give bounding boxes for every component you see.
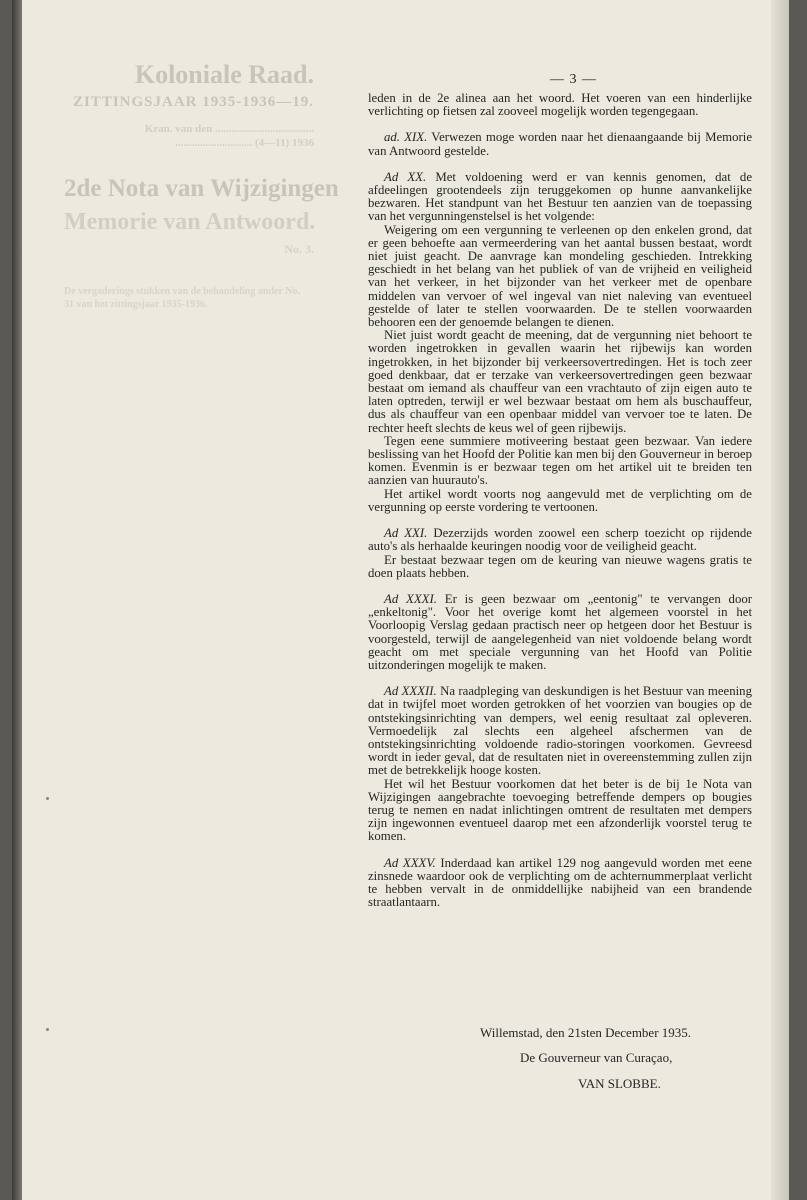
bleed-heading: Koloniale Raad.: [134, 60, 314, 89]
paragraph: [368, 131, 752, 157]
paragraph: [368, 435, 752, 488]
bleed-line: ............................ (4—11) 1936: [175, 137, 314, 149]
paragraph-text: Weigering om een vergunning te verleenen op den enkelen grond, dat er geen behoefte aan vermeerdering van het aantal bussen bestaat, wordt niet juist geacht. De aanvrage kan mondeling geschieden. Intrekking geschiedt in het belang van het publiek of van de vrijheid en veiligheid van het verkeer, in het bijzonder van het verkeer met de openbare middelen van vervoer of wel ingeval van niet naleving van eventueel gestelde of later te stellen voorwaarden. De te stellen voorwaarden behooren een der genoemde belangen te dienen.: [368, 222, 752, 330]
document-page: [12, 0, 789, 1200]
bleed-number: No. 3.: [284, 242, 314, 256]
paragraph: [368, 778, 752, 844]
paragraph: [368, 224, 752, 330]
paragraph-text: Niet juist wordt geacht de meening, dat de vergunning niet behoort te worden ingetrokken in gevallen waarin het rijbewijs kan worden ingetrokken, in het bijzonder bij verkeersovertredingen. Het is toch zeer goed denkbaar, dat er terzake van verkeersovertredingen geen bezwaar bestaat om iemand als chauffeur van een vrachtauto of zijn eigen auto te laten optreden, terwijl er wel bezwaar bestaat om hem als buschauffeur, dus als chauffeur van een openbaar middel van vervoer toe te laten. De rechter heeft slechts de keus wel of geen rijbewijs.: [368, 328, 752, 435]
paragraph-lead: ad. XIX.: [384, 130, 428, 145]
paragraph-lead: Ad XXXII.: [384, 684, 437, 699]
bleed-note: De vergaderings stukken van de behandeling onder No. 31 van het zittingsjaar 1935-1936.: [64, 286, 300, 310]
page-right-edge: [771, 0, 789, 1200]
paragraph-text: Inderdaad kan artikel 129 nog aangevuld worden met eene zinsnede waardoor ook de verplichting om de achternummerplaat verlicht te hebben vervalt in de onmiddellijke nabijheid van een brandende straatlantaarn.: [368, 855, 752, 910]
paragraph-text: Met voldoening werd er van kennis genomen, dat de afdeelingen grootendeels zijn teruggekomen op hunne aanvankelijke bezwaren. Het standpunt van het Bestuur ten aanzien van de toepassing van het vergunningenstelsel is het volgende:: [368, 169, 752, 224]
paragraph: [368, 92, 752, 118]
body-text: [368, 92, 752, 909]
paragraph-text: Het artikel wordt voorts nog aangevuld met de verplichting om de vergunning op eerste vordering te vertoonen.: [368, 486, 752, 514]
signature-name: VAN SLOBBE.: [578, 1076, 661, 1091]
paper-speck: [46, 797, 49, 800]
bleed-session: ZITTINGSJAAR 1935-1936—19.: [72, 94, 314, 110]
bleed-title: 2de Nota van Wijzigingen: [64, 175, 339, 202]
paragraph-text: Er is geen bezwaar om „eentonig" te vervangen door „enkeltonig". Voor het overige komt het algemeen voorstel in het Voorloopig Verslag gedaan practisch neer op hetgeen door het Bestuur is voorgesteld, terwijl de aangelegenheid van niet voldoende belang wordt geacht om met speciale vergunning van het Hoofd van Politie uitzonderingen mogelijk te maken.: [368, 591, 752, 672]
paragraph-text: Er bestaat bezwaar tegen om de keuring van nieuwe wagens gratis te doen plaats hebben.: [368, 552, 752, 580]
paper-speck: [46, 1028, 49, 1031]
paragraph-lead: Ad XX.: [384, 169, 427, 184]
paragraph: [368, 685, 752, 777]
paragraph-lead: Ad XXXV.: [384, 855, 436, 870]
paragraph-text: Het wil het Bestuur voorkomen dat het beter is de bij 1e Nota van Wijzigingen aangebrachte toevoeging betreffende dempers op bougies terug te nemen en nadat inlichtingen omtrent de resultaten met dempers zijn ingewonnen eventueel daarop met een afzonderlijk voorstel terug te komen.: [368, 776, 752, 844]
paragraph: [368, 554, 752, 580]
signature-place-date: Willemstad, den 21sten December 1935.: [480, 1025, 692, 1040]
page-binding-edge: [12, 0, 22, 1200]
bleed-subtitle: Memorie van Antwoord.: [64, 209, 316, 235]
paragraph: [368, 593, 752, 672]
paragraph-text: Na raadpleging van deskundigen is het Bestuur van meening dat in twijfel moet worden getrokken of het voorzien van bougies op de ontstekingsinrichting van dempers, wel eenig resultaat zal opleveren. Vermoedelijk zal slechts een algeheel afschermen van de ontstekingsinrichting voldoende radio-storingen voorkomen. Gevreesd wordt in ieder geval, dat de resultaten niet in overeenstemming zullen zijn met de betrekkelijk hooge kosten.: [368, 684, 752, 778]
bleed-line: Kran. van den ....................................: [144, 123, 314, 135]
signature-title: De Gouverneur van Curaçao,: [520, 1050, 673, 1065]
paragraph: [368, 527, 752, 553]
paragraph-lead: Ad XXI.: [384, 526, 428, 541]
paragraph-text: leden in de 2e alinea aan het woord. Het voeren van een hinderlijke verlichting op fietsen zal zooveel mogelijk worden tegengegaan.: [368, 91, 752, 119]
paragraph: [368, 488, 752, 514]
paragraph-text: Verwezen moge worden naar het dienaangaande bij Memorie van Antwoord gestelde.: [368, 130, 752, 158]
paragraph-lead: Ad XXXI.: [384, 591, 437, 606]
paragraph: [368, 171, 752, 224]
page-number: — 3 —: [550, 72, 597, 87]
paragraph-text: Dezerzijds worden zoowel een scherp toezicht op rijdende auto's als herhaalde keuringen noodig voor de veiligheid geacht.: [368, 526, 752, 554]
paragraph: [368, 857, 752, 910]
paragraph-text: Tegen eene summiere motiveering bestaat geen bezwaar. Van iedere beslissing van het Hoofd der Politie kan men bij den Gouverneur in beroep komen. Evenmin is er bezwaar tegen om het artikel uit te breiden ten aanzien van huurauto's.: [368, 433, 752, 488]
bleed-through-text: [64, 60, 339, 311]
paragraph: [368, 329, 752, 435]
